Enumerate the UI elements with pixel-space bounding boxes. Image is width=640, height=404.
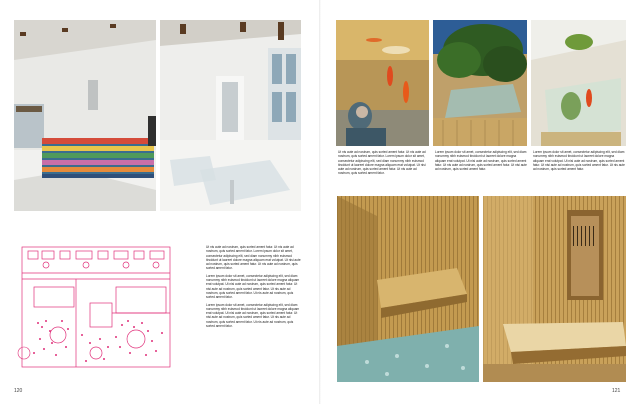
caption-koi-pond: Ut nis aute ad nostrum, quis sorted ament fatur. Ut nis aute ad nostrum, quis sorted ament fatur. Lorem ipsum dolor sit amet, consectetur adipiscing elit, sed diam nonummy nibh euismod tincidunt ut laoreet dolore magna aliquam erat volutpat. Ut nisi aute ad nostrum, quis sorted ament fatur. Ut nis aute ad nostrum, quis sorted ament fatur. [338, 150, 426, 176]
caption-aquarium: Lorem ipsum dolor sit amet, consectetur adipiscing elit, sed diam nonummy nibh euismod tincidunt ut laoreet dolore magna aliquam erat volutpat. Ut nisi aute ad nostrum, quis sorted ament fatur. Ut nisi aute ad nostrum, quis sorted ament fatur. Ut nis aute ad nostrum, quis sorted ament fatur. [533, 150, 625, 172]
photo-courtyard-tree [433, 20, 527, 146]
left-page-number: 120 [14, 388, 23, 394]
left-body-text [206, 245, 302, 355]
right-page-number: 121 [612, 388, 621, 394]
photo-bookshop-counter [14, 20, 156, 211]
caption-courtyard: Lorem ipsum dolor sit amet, consectetur adipiscing elit, sed diam nonummy nibh euismod tincidunt ut laoreet dolore magna aliquam erat volutpat. Ut nisi aute ad nostrum, quis sorted ament fatur. Ut nis aute ad nostrum, quis sorted ament fatur. Ut nisi aute ad nostrum, quis sorted ament fatur. [435, 150, 527, 172]
photo-white-room [160, 20, 301, 211]
spine-gutter [319, 0, 321, 404]
photo-wooden-bench-room [337, 196, 479, 382]
left-paragraph-1: Ut nis aute ad nostrum, quis sorted ament fatur. Ut nis aute ad nostrum, quis sorted ament fatur. Lorem ipsum dolor sit amet, consectetur adipiscing elit, sed diam nonummy nibh euismod tincidunt ut laoreet dolore magna aliquam erat volutpat. Ut nisi aute ad nostrum, quis sorted ament fatur. Ut nis aute ad nostrum, quis sorted ament fatur. [206, 245, 301, 271]
photo-glass-aquarium [531, 20, 626, 146]
left-paragraph-2: Lorem ipsum dolor sit amet, consectetur adipiscing elit, sed diam nonummy nibh euismod tincidunt ut laoreet dolore magna aliquam erat volutpat. Ut nisi aute ad nostrum, quis sorted ament fatur. Ut nisi aute ad nostrum, quis sorted ament fatur. Ut nis aute ad nostrum, quis sorted ament fatur. Ut nis aute ad nostrum, quis sorted ament fatur. [206, 273, 300, 300]
left-paragraph-3: Lorem ipsum dolor sit amet, consectetur adipiscing elit, sed diam nonummy nibh euismod tincidunt ut laoreet dolore magna aliquam erat volutpat. Ut nisi aute ad nostrum, quis sorted ament fatur. Ut nisi aute ad nostrum, quis sorted ament fatur. Ut nis aute ad nostrum, quis sorted ament fatur. Ut nis aute ad nostrum, quis sorted ament fatur. [206, 302, 300, 329]
photo-wooden-mirror-room [483, 196, 626, 382]
floor-plan-drawing [16, 243, 176, 371]
photo-koi-pond [336, 20, 429, 146]
